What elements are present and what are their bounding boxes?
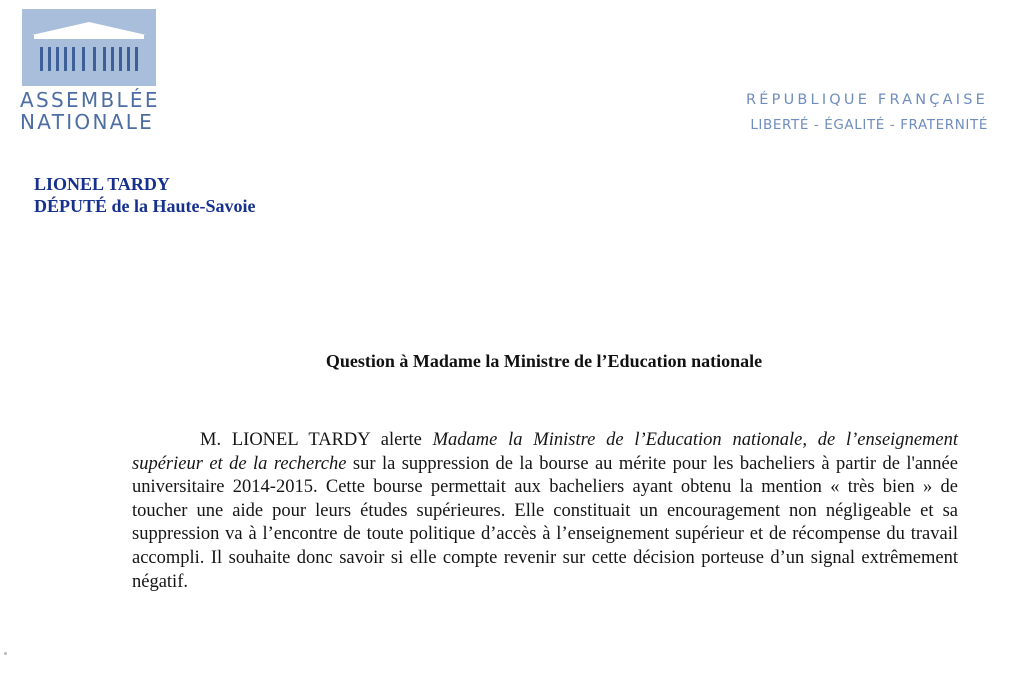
- assemblee-nationale-building-icon: [22, 9, 156, 86]
- logo-text-line1: ASSEMBLÉE: [20, 88, 160, 112]
- deputy-title: DÉPUTÉ de la Haute-Savoie: [34, 196, 256, 216]
- logo-text-line2: NATIONALE: [20, 110, 155, 134]
- republic-title: RÉPUBLIQUE FRANÇAISE: [746, 92, 988, 108]
- scan-speck: [4, 652, 7, 655]
- deputy-name: LIONEL TARDY: [34, 174, 170, 194]
- question-body: [132, 429, 958, 594]
- republic-motto: LIBERTÉ - ÉGALITÉ - FRATERNITÉ: [750, 117, 988, 133]
- question-addressee: Madame la Ministre de l’Education nationale, de l’enseignement supérieur et de la recherche: [132, 430, 958, 474]
- question-text: sur la suppression de la bourse au mérite pour les bacheliers à partir de l'année universitaire 2014-2015. Cette bourse permettait aux bacheliers ayant obtenu la mention « très bien » de toucher une aide pour leurs études supérieures. Elle constituait un encouragement non négligeable et sa suppression va à l’encontre de toute politique d’accès à l’enseignement supérieur et de récompense du travail accompli. Il souhaite donc savoir si elle compte revenir sur cette décision porteuse d’un signal extrêmement négatif.: [132, 453, 958, 592]
- question-intro: M. LIONEL TARDY alerte: [200, 430, 433, 450]
- question-heading: Question à Madame la Ministre de l’Education nationale: [325, 351, 763, 371]
